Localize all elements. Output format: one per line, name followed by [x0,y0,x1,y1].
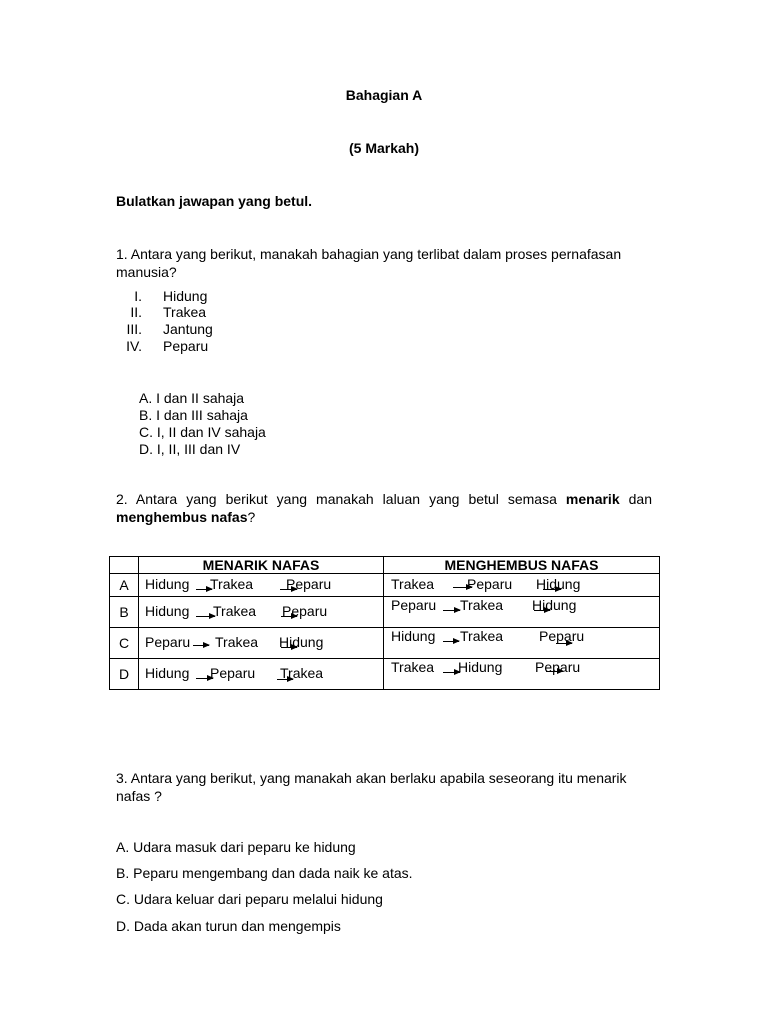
organ-label: Hidung [145,576,190,592]
organ-label: Trakea [215,634,259,650]
table-header-empty [110,557,139,574]
q2-text-part: 2. Antara yang berikut yang manakah laluan yang betul semasa [116,491,566,507]
q3-option-b[interactable]: B. Peparu mengembang dan dada naik ke atas. [116,865,413,881]
instruction: Bulatkan jawapan yang betul. [116,193,313,209]
q1-item-number: II. [130,304,142,320]
row-letter[interactable]: D [110,659,139,690]
q2-text-part: ? [247,509,256,525]
q1-option-d[interactable]: D. I, II, III dan IV [139,441,241,457]
q1-item-label: Jantung [163,321,213,337]
row-letter[interactable]: A [110,574,139,597]
inhale-path [139,574,384,597]
q2-keyword-exhale: menghembus nafas [116,509,248,525]
table-row-d[interactable] [110,659,660,690]
organ-label: Peparu [210,665,256,681]
organ-label: Hidung [536,576,581,592]
inhale-path [139,597,384,628]
q2-text-part: dan [619,491,652,507]
organ-label: Hidung [145,603,190,619]
q1-option-a[interactable]: A. I dan II sahaja [139,390,245,406]
question-2-text [116,490,652,526]
question-1-text: 1. Antara yang berikut, manakah bahagian yang terlibat dalam proses pernafasan manusia? [116,246,622,280]
table-header-inhale: MENARIK NAFAS [139,557,384,574]
arrow-icon [193,645,209,646]
row-letter[interactable]: B [110,597,139,628]
arrow-icon [443,641,459,642]
organ-label: Peparu [286,576,332,592]
organ-label: Peparu [145,634,191,650]
q1-item-label: Hidung [163,288,208,304]
organ-label: Hidung [458,659,503,675]
exhale-path [384,659,660,690]
q1-item-number: III. [126,321,142,337]
q1-option-b[interactable]: B. I dan III sahaja [139,407,248,423]
marks-label: (5 Markah) [348,140,420,156]
q3-option-c[interactable]: C. Udara keluar dari peparu melalui hidung [116,891,383,907]
organ-label: Hidung [391,628,436,644]
table-row-a[interactable] [110,574,660,597]
answer-table [109,556,660,690]
exhale-path [384,628,660,659]
q1-item-label: Trakea [163,304,207,320]
organ-label: Trakea [460,597,504,613]
organ-label: Hidung [279,634,324,650]
organ-label: Peparu [391,597,437,613]
inhale-path [139,628,384,659]
organ-label: Trakea [280,665,324,681]
q2-keyword-inhale: menarik [565,491,620,507]
table-header-row [110,557,660,574]
exhale-path [384,574,660,597]
organ-label: Trakea [213,603,257,619]
organ-label: Hidung [532,597,577,613]
q3-option-d[interactable]: D. Dada akan turun dan mengempis [116,918,341,934]
q1-item-number: I. [134,288,142,304]
exhale-path [384,597,660,628]
organ-label: Trakea [460,628,504,644]
organ-label: Peparu [282,603,328,619]
organ-label: Trakea [391,659,435,675]
organ-label: Trakea [391,576,435,592]
q1-item-number: IV. [126,338,142,354]
q3-option-a[interactable]: A. Udara masuk dari peparu ke hidung [116,839,356,855]
organ-label: Peparu [539,628,585,644]
question-3-text: 3. Antara yang berikut, yang manakah akan berlaku apabila seseorang itu menarik nafas ? [116,770,627,804]
inhale-path [139,659,384,690]
q1-option-c[interactable]: C. I, II dan IV sahaja [139,424,266,440]
organ-label: Hidung [145,665,190,681]
table-header-exhale: MENGHEMBUS NAFAS [384,557,660,574]
organ-label: Peparu [535,659,581,675]
organ-label: Peparu [467,576,513,592]
table-row-c[interactable] [110,628,660,659]
table-row-b[interactable] [110,597,660,628]
row-letter[interactable]: C [110,628,139,659]
organ-label: Trakea [210,576,254,592]
q1-item-label: Peparu [163,338,209,354]
arrow-icon [443,610,460,611]
section-title: Bahagian A [345,87,423,103]
